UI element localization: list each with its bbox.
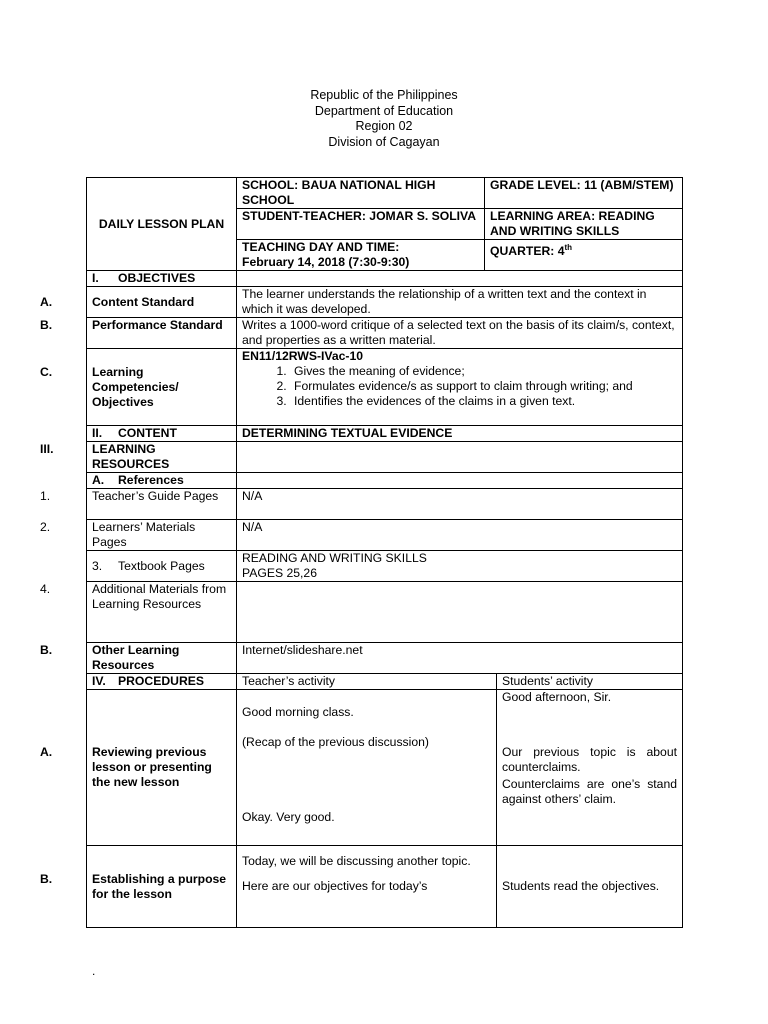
resource-value: N/A (237, 489, 683, 520)
resource-row-teachers-guide (87, 489, 683, 520)
other-resources-value: Internet/slideshare.net (237, 643, 683, 674)
procedure-a-teacher (237, 690, 497, 846)
students-activity-header: Students’ activity (497, 674, 683, 690)
procedure-a-students (497, 690, 683, 846)
teacher-line: Here are our objectives for today’s (242, 879, 428, 893)
teacher-line: (Recap of the previous discussion) (242, 735, 429, 749)
resource-row-textbook (87, 551, 683, 582)
resource-value (237, 551, 683, 582)
info-row-school (87, 178, 683, 209)
teaching-day-label: TEACHING DAY AND TIME: (242, 240, 400, 254)
school-cell: SCHOOL: BAUA NATIONAL HIGH SCHOOL (237, 178, 485, 209)
textbook-pages: PAGES 25,26 (242, 566, 317, 580)
content-value: DETERMINING TEXTUAL EVIDENCE (237, 426, 683, 442)
resource-row-learners-materials (87, 520, 683, 551)
other-resources-row (87, 643, 683, 674)
performance-standard-label: B. Performance Standard (87, 318, 237, 349)
content-standard-row (87, 287, 683, 318)
learning-resources-heading: III. LEARNING RESOURCES (87, 442, 237, 473)
resource-row-additional (87, 582, 683, 643)
procedures-row (87, 674, 683, 690)
quarter-label: QUARTER: 4 (490, 244, 565, 259)
header-department: Department of Education (314, 103, 454, 118)
references-row (87, 473, 683, 489)
resource-value (237, 582, 683, 643)
references-label: A. References (87, 473, 237, 489)
competency-item: 2. Formulates evidence/s as support to claim through writing; and (290, 379, 677, 394)
resource-value: N/A (237, 520, 683, 551)
header-division: Division of Cagayan (328, 134, 440, 149)
resource-label: 4. Additional Materials from Learning Resources (87, 582, 237, 643)
procedure-row-reviewing (87, 690, 683, 846)
lesson-plan-table (40, 177, 683, 928)
competencies-cell (237, 349, 683, 426)
objectives-empty (237, 271, 683, 287)
competency-item: 3. Identifies the evidences of the claims in a given text. (290, 394, 677, 409)
quarter-sup: th (564, 243, 573, 252)
document-header (0, 88, 768, 150)
performance-standard-row (87, 318, 683, 349)
procedure-b-teacher (237, 846, 497, 928)
competencies-list (242, 364, 677, 409)
quarter-cell (485, 240, 683, 271)
teacher-line: Today, we will be discussing another topic. (242, 854, 471, 868)
content-standard-text: The learner understands the relationship of a written text and the context in which it was developed. (237, 287, 683, 318)
student-teacher-cell: STUDENT-TEACHER: JOMAR S. SOLIVA (237, 209, 485, 240)
competencies-label: C. Learning Competencies/ Objectives (87, 349, 237, 426)
procedure-b-students: Students read the objectives. (497, 846, 683, 928)
competency-item: 1. Gives the meaning of evidence; (290, 364, 677, 379)
teaching-day-cell (237, 240, 485, 271)
learning-resources-empty (237, 442, 683, 473)
competencies-row (87, 349, 683, 426)
learning-resources-row (87, 442, 683, 473)
teacher-line: Okay. Very good. (242, 810, 335, 824)
content-standard-label: A. Content Standard (87, 287, 237, 318)
procedure-b-label: B. Establishing a purpose for the lesson (87, 846, 237, 928)
header-region: Region 02 (355, 119, 413, 133)
procedure-a-label: A. Reviewing previous lesson or presenting the new lesson (87, 690, 237, 846)
header-republic: Republic of the Philippines (310, 88, 458, 102)
footer-mark: . (92, 964, 96, 978)
grade-level-cell: GRADE LEVEL: 11 (ABM/STEM) (485, 178, 683, 209)
objectives-heading: I. OBJECTIVES (87, 271, 237, 287)
teacher-activity-header: Teacher’s activity (237, 674, 497, 690)
resource-label: 1. Teacher’s Guide Pages (87, 489, 237, 520)
resource-label: 3. Textbook Pages (87, 551, 237, 582)
references-empty (237, 473, 683, 489)
student-line: Good afternoon, Sir. (502, 690, 612, 704)
objectives-row (87, 271, 683, 287)
content-row (87, 426, 683, 442)
resource-label: 2. Learners’ Materials Pages (87, 520, 237, 551)
competencies-code: EN11/12RWS-IVac-10 (242, 349, 364, 363)
student-line: Our previous topic is about counterclaims. (502, 745, 678, 774)
learning-area-cell: LEARNING AREA: READING AND WRITING SKILLS (485, 209, 683, 240)
procedure-row-purpose (87, 846, 683, 928)
textbook-title: READING AND WRITING SKILLS (242, 551, 427, 565)
teacher-line: Good morning class. (242, 705, 354, 719)
procedures-heading: IV. PROCEDURES (87, 674, 237, 690)
content-heading: II. CONTENT (87, 426, 237, 442)
teaching-day-value: February 14, 2018 (7:30-9:30) (242, 255, 410, 269)
student-line: Counterclaims are one’s stand against others’ claim. (502, 777, 678, 806)
dlp-title: DAILY LESSON PLAN (87, 178, 237, 271)
performance-standard-text: Writes a 1000-word critique of a selected text on the basis of its claim/s, context, and properties as a written material. (237, 318, 683, 349)
other-resources-label: B. Other Learning Resources (87, 643, 237, 674)
